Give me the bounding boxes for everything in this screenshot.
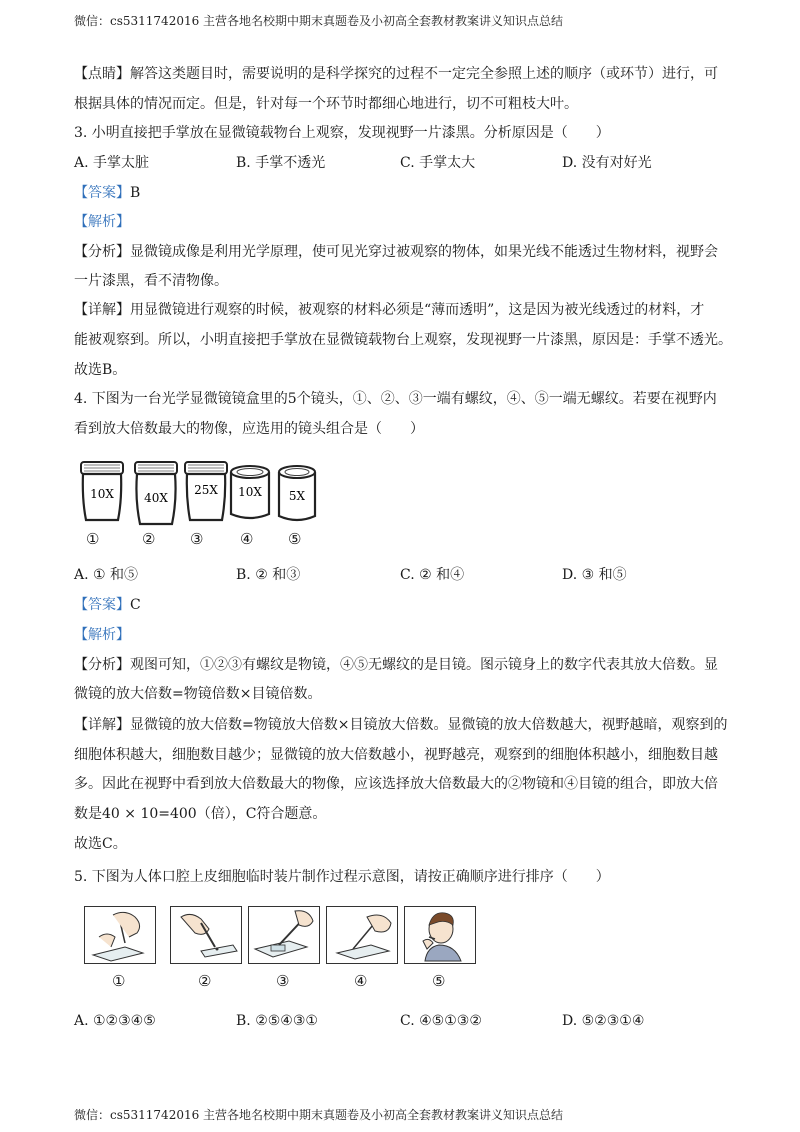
q4-options	[74, 565, 734, 585]
q4-xiangjie-line-4: 数是40 × 10=400（倍），C符合题意。	[74, 806, 327, 822]
step-2-image	[170, 906, 242, 964]
lens-5-number: ⑤	[288, 530, 302, 548]
q3-xiangjie-line-1: 【详解】用显微镜进行观察的时候，被观察的材料必须是“薄而透明”，这是因为被光线透过的材料，才	[74, 302, 705, 318]
lens-1-label: 10X	[90, 487, 114, 501]
q3-fenxi-line-1: 【分析】显微镜成像是利用光学原理，使可见光穿过被观察的物体，如果光线不能透过生物材料，视野会	[74, 244, 718, 260]
lens-4-eyepiece	[228, 464, 272, 522]
q3-answer: 【答案】B	[74, 185, 141, 201]
page-header: 微信：cs5311742016 主营各地名校期中期末真题卷及小初高全套教材教案讲义知识点总结	[74, 14, 564, 28]
lens-1-number: ①	[86, 530, 100, 548]
lens-1-objective	[78, 460, 126, 524]
q4-stem-line-2: 看到放大倍数最大的物像，应选用的镜头组合是（ ）	[74, 421, 424, 437]
lens-3-number: ③	[190, 530, 204, 548]
q3-option-a: A. 手掌太脏	[74, 155, 150, 171]
q4-jiexi-tag: 【解析】	[74, 627, 130, 643]
lens-2-number: ②	[142, 530, 156, 548]
q3-answer-tag: 【答案】	[74, 185, 130, 201]
step-1-number: ①	[112, 972, 126, 990]
q4-answer-tag: 【答案】	[74, 597, 130, 613]
step-2-number: ②	[198, 972, 212, 990]
q3-fenxi-line-2: 一片漆黑，看不清物像。	[74, 273, 228, 289]
q3-option-c: C. 手掌太大	[400, 155, 476, 171]
q3-jiexi-tag: 【解析】	[74, 214, 130, 230]
q4-conclusion: 故选C。	[74, 836, 127, 852]
q3-stem: 3. 小明直接把手掌放在显微镜载物台上观察，发现视野一片漆黑。分析原因是（ ）	[74, 125, 610, 141]
lens-figure	[74, 460, 334, 550]
q4-option-b: B. ② 和③	[236, 567, 301, 583]
lens-5-eyepiece	[276, 464, 318, 526]
lens-4-label: 10X	[238, 485, 262, 499]
lens-5-label: 5X	[288, 489, 306, 503]
lens-3-label: 25X	[194, 483, 218, 497]
dianjing-line-2: 根据具体的情况而定。但是，针对每一个环节时都细心地进行，切不可粗枝大叶。	[74, 96, 578, 112]
step-3-image	[248, 906, 320, 964]
step-5-image	[404, 906, 476, 964]
q3-xiangjie-line-2: 能被观察到。所以，小明直接把手掌放在显微镜载物台上观察，发现视野一片漆黑，原因是：手掌不透光。	[74, 332, 732, 348]
dianjing-line-1: 【点睛】解答这类题目时，需要说明的是科学探究的过程不一定完全参照上述的顺序（或环节）进行，可	[74, 66, 718, 82]
q5-option-d: D. ⑤②③①④	[562, 1013, 645, 1029]
q4-option-d: D. ③ 和⑤	[562, 567, 627, 583]
lens-4-number: ④	[240, 530, 254, 548]
q4-option-a: A. ① 和⑤	[74, 567, 139, 583]
q3-options	[74, 153, 734, 173]
q5-options	[74, 1011, 734, 1031]
q3-conclusion: 故选B。	[74, 362, 127, 378]
q5-stem: 5. 下图为人体口腔上皮细胞临时装片制作过程示意图，请按正确顺序进行排序（ ）	[74, 869, 610, 885]
page-footer: 微信：cs5311742016 主营各地名校期中期末真题卷及小初高全套教材教案讲义知识点总结	[74, 1108, 564, 1122]
lens-3-objective	[182, 460, 230, 524]
step-5-number: ⑤	[432, 972, 446, 990]
q4-xiangjie-line-3: 多。因此在视野中看到放大倍数最大的物像，应该选择放大倍数最大的②物镜和④目镜的组合，即放大倍	[74, 776, 718, 792]
q4-xiangjie-line-2: 细胞体积越大，细胞数目越少；显微镜的放大倍数越小，视野越亮，观察到的细胞体积越小，细胞数目越	[74, 747, 718, 763]
q5-procedure-figure	[84, 906, 484, 996]
step-4-number: ④	[354, 972, 368, 990]
q4-fenxi-line-1: 【分析】观图可知，①②③有螺纹是物镜，④⑤无螺纹的是目镜。图示镜身上的数字代表其放大倍数。显	[74, 657, 718, 673]
q4-xiangjie-line-1: 【详解】显微镜的放大倍数=物镜放大倍数×目镜放大倍数。显微镜的放大倍数越大，视野越暗，观察到的	[74, 717, 728, 733]
q3-option-b: B. 手掌不透光	[236, 155, 326, 171]
dianjing-tag: 【点睛】	[74, 66, 130, 82]
q5-option-c: C. ④⑤①③②	[400, 1013, 482, 1029]
q4-fenxi-line-2: 微镜的放大倍数=物镜倍数×目镜倍数。	[74, 686, 322, 702]
q4-option-c: C. ② 和④	[400, 567, 465, 583]
q4-answer: 【答案】C	[74, 597, 141, 613]
step-3-number: ③	[276, 972, 290, 990]
q5-option-a: A. ①②③④⑤	[74, 1013, 156, 1029]
q4-stem-line-1: 4. 下图为一台光学显微镜镜盒里的5个镜头，①、②、③一端有螺纹，④、⑤一端无螺纹。若要在视野内	[74, 391, 717, 407]
q3-option-d: D. 没有对好光	[562, 155, 652, 171]
lens-2-objective	[132, 460, 180, 528]
q5-option-b: B. ②⑤④③①	[236, 1013, 318, 1029]
lens-2-label: 40X	[144, 491, 168, 505]
step-4-image	[326, 906, 398, 964]
step-1-image	[84, 906, 156, 964]
